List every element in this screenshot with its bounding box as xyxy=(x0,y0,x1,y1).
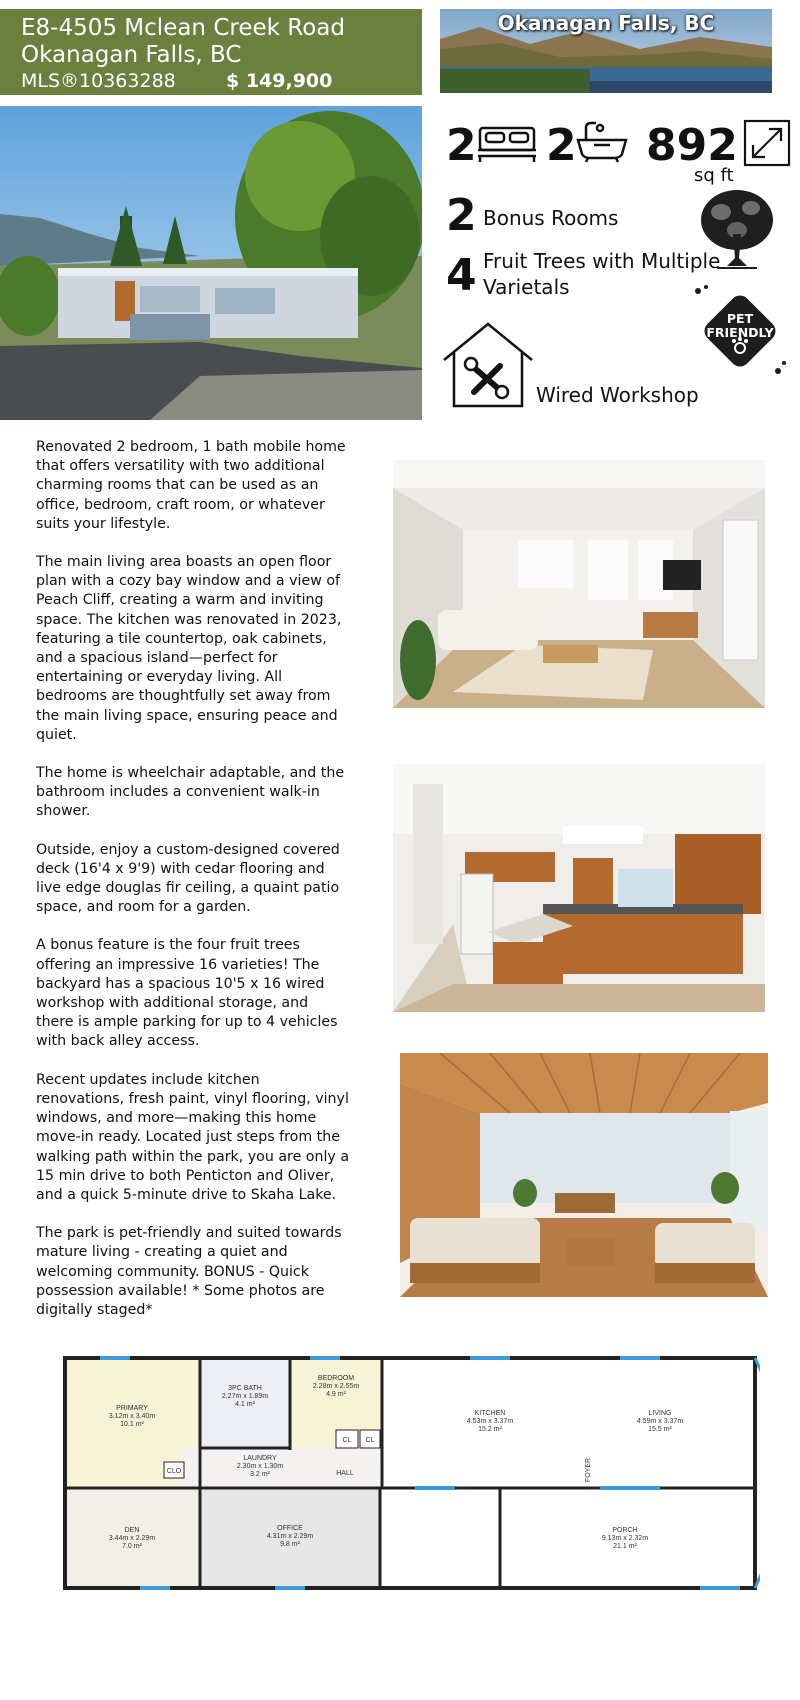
fruit-trees-label-line1: Fruit Trees with Multiple xyxy=(483,249,721,273)
fp-porch-dims: 9.13m x 2.32m xyxy=(601,1535,649,1542)
fp-bedroom-name: BEDROOM xyxy=(317,1375,355,1382)
fp-den-name: DEN xyxy=(124,1527,140,1534)
description-paragraph-7: The park is pet-friendly and suited towards mature living - creating a quiet and welcoming community. BONUS - Quick possession available! * Some photos are digitally staged* xyxy=(36,1225,342,1318)
fp-laundry-area: 3.2 m² xyxy=(250,1471,270,1478)
area-value: 892 xyxy=(646,120,738,171)
fp-laundry-name: LAUNDRY xyxy=(243,1455,277,1462)
bonus-rooms-label: Bonus Rooms xyxy=(483,206,619,230)
fp-hall-label: HALL xyxy=(336,1470,354,1477)
description-paragraph-1: Renovated 2 bedroom, 1 bath mobile home that offers versatility with two additional charming rooms that can be used as an office, bedroom, craft room, or whatever suits your lifestyle. xyxy=(36,439,346,532)
address-line-1: E8-4505 Mclean Creek Road xyxy=(21,15,345,41)
bed-icon xyxy=(476,122,538,168)
fp-living-name: LIVING xyxy=(648,1410,672,1417)
location-title: Okanagan Falls, BC xyxy=(497,11,715,35)
fp-office-area: 9.8 m² xyxy=(280,1541,300,1548)
expand-area-icon xyxy=(743,119,791,171)
fp-primary-name: PRIMARY xyxy=(116,1405,148,1412)
fp-porch-area: 21.1 m² xyxy=(613,1543,637,1550)
fp-cl-label-1: CL xyxy=(342,1437,352,1444)
kitchen-photo xyxy=(393,764,765,1012)
fp-primary-dims: 3.12m x 3.40m xyxy=(108,1413,156,1420)
description-paragraph-2: The main living area boasts an open floor plan with a cozy bay window and a view of Peach Cliff, creating a warm and inviting space. The kitchen was renovated in 2023, featuring a tile countertop, oak cabinets, and a spacious island—perfect for entertaining or everyday living. All bedrooms are thoughtfully set away from the main living space, ensuring peace and quiet. xyxy=(36,554,342,743)
bonus-rooms-count: 2 xyxy=(446,190,477,241)
description-paragraph-3: The home is wheelchair adaptable, and the bathroom includes a convenient walk-in shower. xyxy=(36,765,345,820)
fp-living-area: 15.5 m² xyxy=(648,1426,672,1433)
fp-closet-label: CLO xyxy=(166,1468,182,1475)
floor-plan xyxy=(60,1350,760,1600)
fp-bath-area: 4.1 m² xyxy=(235,1401,255,1408)
covered-porch-photo xyxy=(400,1053,768,1297)
description-paragraph-5: A bonus feature is the four fruit trees offering an impressive 16 varieties! The backyard has a spacious 10'5 x 16 wired workshop with additional storage, and there is ample parking for up to 4 vehicles with back alley access. xyxy=(36,937,338,1050)
fp-primary-area: 10.1 m² xyxy=(120,1421,144,1428)
fruit-trees-count: 4 xyxy=(446,250,477,301)
fp-den-area: 7.0 m² xyxy=(122,1543,142,1550)
location-banner-photo xyxy=(440,9,772,93)
fp-office-name: OFFICE xyxy=(277,1525,303,1532)
description-paragraph-4: Outside, enjoy a custom-designed covered deck (16'4 x 9'9) with cedar flooring and live edge douglas fir ceiling, a quaint patio space, and room for a garden. xyxy=(36,841,340,916)
living-room-photo xyxy=(393,460,765,708)
listing-description xyxy=(36,438,350,1339)
fp-porch-name: PORCH xyxy=(612,1527,638,1534)
fruit-trees-label-line2: Varietals xyxy=(483,275,570,299)
bathtub-icon xyxy=(574,120,630,168)
pet-badge-line2: FRIENDLY xyxy=(706,325,774,340)
house-exterior-photo xyxy=(0,106,422,420)
fp-foyer-label: FOYER xyxy=(585,1457,592,1483)
fp-living-dims: 4.59m x 3.37m xyxy=(636,1418,684,1425)
mls-number: MLS®10363288 xyxy=(21,70,176,92)
fp-office-dims: 4.31m x 2.29m xyxy=(266,1533,314,1540)
description-paragraph-6: Recent updates include kitchen renovations, fresh paint, vinyl flooring, vinyl windows, and more—making this home move-in ready. Located just steps from the walking path within the park, you are only a 15 min drive to both Penticton and Oliver, and a quick 5-minute drive to Skaha Lake. xyxy=(36,1071,350,1203)
fp-bath-dims: 2.27m x 1.89m xyxy=(221,1393,269,1400)
fp-kitchen-dims: 4.53m x 3.37m xyxy=(466,1418,514,1425)
fp-den-dims: 3.44m x 2.29m xyxy=(108,1535,156,1542)
area-unit: sq ft xyxy=(694,165,734,186)
fp-bedroom-area: 4.9 m² xyxy=(326,1391,346,1398)
fp-cl-label-2: CL xyxy=(365,1437,375,1444)
pet-friendly-badge xyxy=(690,283,790,383)
fp-bath-name: 3PC BATH xyxy=(228,1385,262,1392)
listing-header xyxy=(0,9,422,95)
pet-badge-line1: PET xyxy=(726,311,754,326)
bathrooms-count: 2 xyxy=(546,120,577,171)
bedrooms-count: 2 xyxy=(446,120,477,171)
workshop-label: Wired Workshop xyxy=(536,383,699,407)
listing-price: $ 149,900 xyxy=(226,70,333,92)
fp-laundry-dims: 2.30m x 1.30m xyxy=(236,1463,284,1470)
address-line-2: Okanagan Falls, BC xyxy=(21,42,242,68)
fp-kitchen-name: KITCHEN xyxy=(474,1410,506,1417)
fp-kitchen-area: 15.2 m² xyxy=(478,1426,502,1433)
fp-bedroom-dims: 2.28m x 2.55m xyxy=(312,1383,360,1390)
workshop-icon xyxy=(440,320,536,414)
